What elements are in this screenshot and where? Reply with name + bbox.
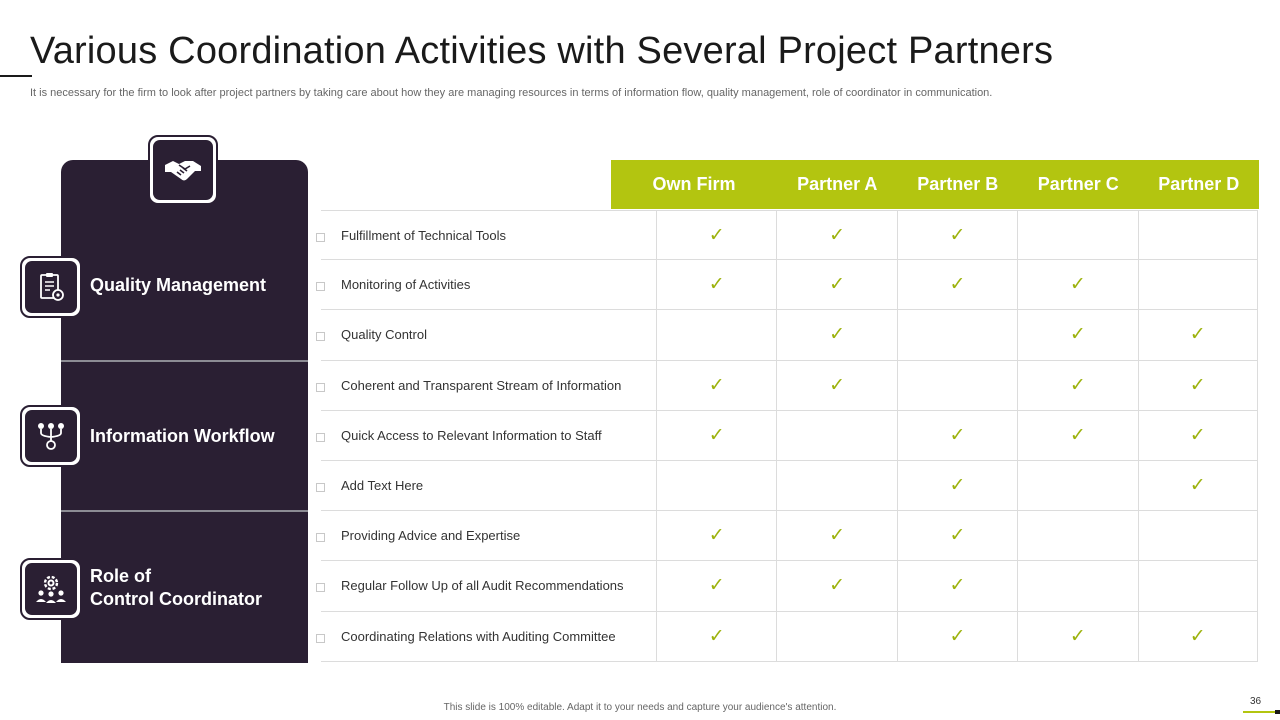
empty-cell bbox=[1017, 211, 1137, 259]
check-mark-cell: ✓ bbox=[656, 511, 776, 560]
check-mark-cell: ✓ bbox=[1017, 260, 1137, 309]
category-label-information-workflow: Information Workflow bbox=[90, 426, 275, 446]
quality-management-icon-box bbox=[20, 256, 82, 318]
check-mark-cell: ✓ bbox=[656, 612, 776, 661]
page-number: 36 bbox=[1250, 696, 1262, 707]
table-row bbox=[321, 561, 1258, 611]
empty-cell bbox=[1017, 511, 1137, 560]
table-row bbox=[321, 361, 1258, 411]
team-gear-icon bbox=[35, 574, 67, 604]
check-mark-cell: ✓ bbox=[1138, 310, 1258, 359]
row-label: Fulfillment of Technical Tools bbox=[341, 227, 506, 243]
table-row bbox=[321, 461, 1258, 511]
empty-cell bbox=[776, 411, 896, 460]
page-accent-rule bbox=[1243, 711, 1275, 713]
category-divider bbox=[61, 360, 308, 362]
category-label-line: Role of bbox=[90, 566, 151, 586]
workflow-icon bbox=[36, 421, 66, 451]
row-label: Coherent and Transparent Stream of Information bbox=[341, 377, 622, 393]
empty-cell bbox=[1138, 511, 1258, 560]
check-mark-cell: ✓ bbox=[656, 260, 776, 309]
control-coordinator-icon-box bbox=[20, 558, 82, 620]
row-label: Add Text Here bbox=[341, 478, 424, 494]
check-mark-cell: ✓ bbox=[776, 511, 896, 560]
row-label: Providing Advice and Expertise bbox=[341, 528, 521, 544]
column-header-partner-d: Partner D bbox=[1158, 174, 1240, 194]
table-body bbox=[321, 210, 1258, 662]
check-mark-cell: ✓ bbox=[897, 561, 1017, 610]
table-row bbox=[321, 411, 1258, 461]
empty-cell bbox=[776, 461, 896, 510]
check-mark-cell: ✓ bbox=[1017, 310, 1137, 359]
category-divider bbox=[61, 510, 308, 512]
slide-title: Various Coordination Activities with Several Project Partners bbox=[30, 30, 1054, 72]
check-mark-cell: ✓ bbox=[656, 361, 776, 410]
check-mark-cell: ✓ bbox=[897, 411, 1017, 460]
handshake-icon-box bbox=[148, 135, 218, 205]
handshake-icon bbox=[163, 155, 203, 185]
table-row bbox=[321, 260, 1258, 310]
table-row bbox=[321, 210, 1258, 260]
table-row bbox=[321, 612, 1258, 662]
check-mark-cell: ✓ bbox=[656, 561, 776, 610]
title-accent-rule bbox=[0, 75, 32, 77]
column-header-partner-a: Partner A bbox=[797, 174, 878, 194]
empty-cell bbox=[1138, 561, 1258, 610]
check-mark-cell: ✓ bbox=[656, 211, 776, 259]
check-mark-cell: ✓ bbox=[897, 461, 1017, 510]
empty-cell bbox=[1138, 260, 1258, 309]
empty-cell bbox=[656, 461, 776, 510]
check-mark-cell: ✓ bbox=[1138, 612, 1258, 661]
table-row bbox=[321, 511, 1258, 561]
check-mark-cell: ✓ bbox=[1138, 411, 1258, 460]
empty-cell bbox=[1017, 561, 1137, 610]
footer-note: This slide is 100% editable. Adapt it to your needs and capture your audience's attention. bbox=[443, 702, 837, 713]
category-label-control-coordinator bbox=[90, 565, 305, 611]
table-header bbox=[611, 160, 1259, 209]
empty-cell bbox=[897, 361, 1017, 410]
category-label-quality-management: Quality Management bbox=[90, 275, 267, 295]
column-header-partner-c: Partner C bbox=[1037, 174, 1119, 194]
row-label: Monitoring of Activities bbox=[341, 277, 471, 293]
check-mark-cell: ✓ bbox=[1138, 361, 1258, 410]
check-mark-cell: ✓ bbox=[897, 211, 1017, 259]
check-mark-cell: ✓ bbox=[897, 260, 1017, 309]
empty-cell bbox=[656, 310, 776, 359]
row-label: Regular Follow Up of all Audit Recommendations bbox=[341, 578, 624, 594]
category-label-line: Control Coordinator bbox=[90, 589, 262, 609]
check-mark-cell: ✓ bbox=[776, 310, 896, 359]
slide-subtitle: It is necessary for the firm to look after project partners by taking care about how they are managing resources in terms of information flow, quality management, role of coordinator in communication. bbox=[30, 87, 993, 99]
check-mark-cell: ✓ bbox=[1017, 612, 1137, 661]
empty-cell bbox=[1017, 461, 1137, 510]
clipboard-gear-icon bbox=[36, 271, 66, 303]
table-row bbox=[321, 310, 1258, 360]
page-accent-rule bbox=[1275, 710, 1280, 714]
column-header-own-firm: Own Firm bbox=[652, 174, 736, 194]
information-workflow-icon-box bbox=[20, 405, 82, 467]
row-label: Coordinating Relations with Auditing Committee bbox=[341, 628, 616, 644]
empty-cell bbox=[776, 612, 896, 661]
check-mark-cell: ✓ bbox=[1138, 461, 1258, 510]
row-label: Quality Control bbox=[341, 327, 427, 343]
check-mark-cell: ✓ bbox=[1017, 411, 1137, 460]
empty-cell bbox=[897, 310, 1017, 359]
check-mark-cell: ✓ bbox=[656, 411, 776, 460]
check-mark-cell: ✓ bbox=[776, 561, 896, 610]
column-header-partner-b: Partner B bbox=[917, 174, 999, 194]
check-mark-cell: ✓ bbox=[776, 211, 896, 259]
check-mark-cell: ✓ bbox=[776, 260, 896, 309]
check-mark-cell: ✓ bbox=[1017, 361, 1137, 410]
row-label: Quick Access to Relevant Information to Staff bbox=[341, 427, 602, 443]
check-mark-cell: ✓ bbox=[897, 612, 1017, 661]
check-mark-cell: ✓ bbox=[897, 511, 1017, 560]
check-mark-cell: ✓ bbox=[776, 361, 896, 410]
empty-cell bbox=[1138, 211, 1258, 259]
